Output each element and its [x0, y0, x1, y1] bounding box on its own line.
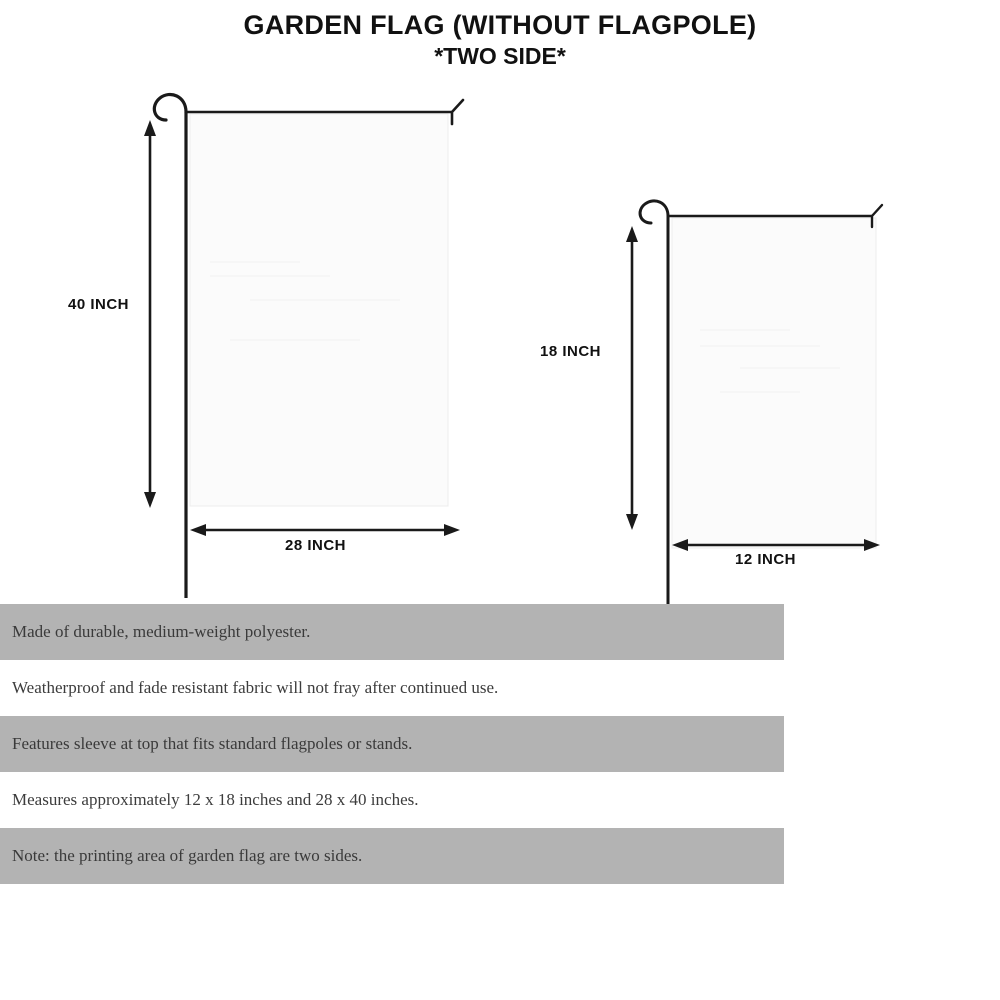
title-primary: GARDEN FLAG (WITHOUT FLAGPOLE) [243, 10, 757, 40]
list-item [0, 716, 784, 772]
feature-text: Measures approximately 12 x 18 inches and 28 x 40 inches. [12, 790, 419, 809]
list-item [0, 772, 784, 828]
list-item [0, 660, 784, 716]
large-width-dimension [190, 524, 460, 536]
feature-text: Weatherproof and fade resistant fabric will not fray after continued use. [12, 678, 499, 697]
list-item [0, 604, 784, 660]
large-flag-cloth [190, 114, 448, 506]
small-height-dimension [626, 226, 638, 530]
feature-text: Note: the printing area of garden flag are two sides. [12, 846, 363, 865]
feature-text: Made of durable, medium-weight polyester. [12, 622, 311, 641]
list-item [0, 828, 784, 884]
small-flag-cloth [672, 218, 876, 548]
large-flag-arm-hook [452, 100, 463, 124]
small-flag-height-label: 18 INCH [540, 343, 602, 360]
feature-list [0, 604, 784, 884]
title-secondary: *TWO SIDE* [434, 43, 566, 69]
large-flag-width-label: 28 INCH [285, 537, 347, 554]
small-flag-pole-curl [640, 201, 668, 223]
large-flag-pole-curl [154, 94, 186, 120]
small-flag-width-label: 12 INCH [735, 551, 797, 568]
feature-text: Features sleeve at top that fits standard flagpoles or stands. [12, 734, 413, 753]
large-height-dimension [144, 120, 156, 508]
large-flag-height-label: 40 INCH [68, 296, 130, 313]
